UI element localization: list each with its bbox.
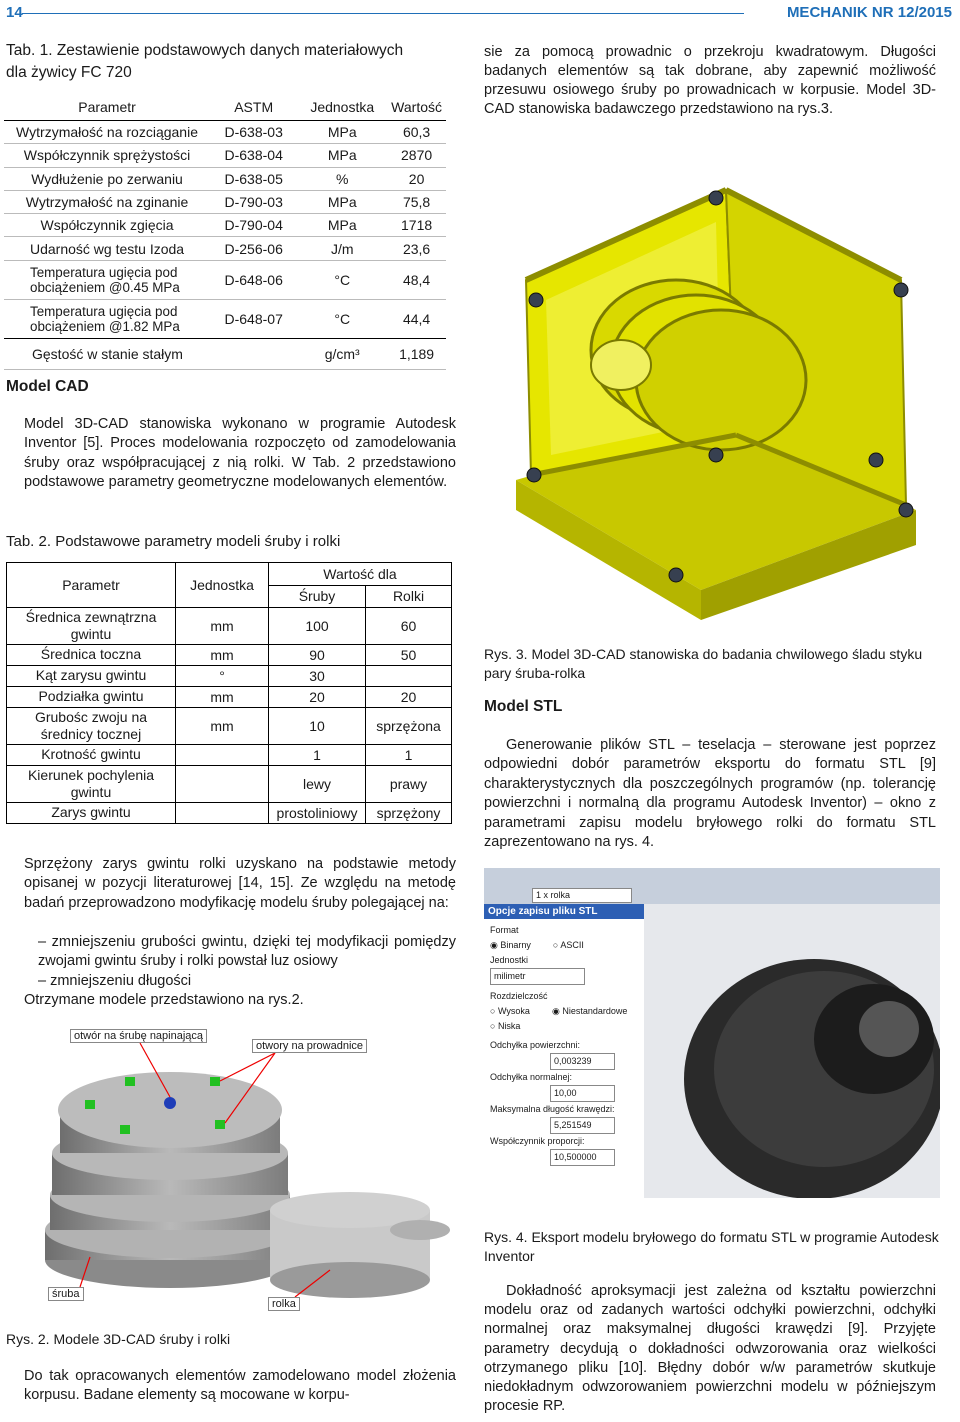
cell-roller: 60 <box>366 608 452 645</box>
cell-unit: °C <box>334 310 351 327</box>
table-row <box>4 260 446 299</box>
cell-astm: D-648-07 <box>224 310 283 327</box>
cell-param: Podziałka gwintu <box>7 687 176 708</box>
table-row <box>7 666 452 687</box>
cell-roller: prawy <box>366 766 452 803</box>
cell-roller: sprzężona <box>366 708 452 745</box>
cell-unit: MPa <box>327 194 357 211</box>
page-number: 14 <box>6 4 23 21</box>
aspect-label: Współczynnik proporcji: <box>490 1136 585 1146</box>
figure-test-stand <box>486 150 946 630</box>
col-screw: Śruby <box>269 585 366 608</box>
cell-param: Średnica zewnątrzna gwintu <box>7 608 176 645</box>
cell-value: 60,3 <box>402 124 431 141</box>
models-ref: Otrzymane modele przedstawiono na rys.2. <box>24 992 304 1009</box>
cell-param: Gęstość w stanie stałym <box>4 338 210 369</box>
figure-screw-roller <box>30 1025 460 1315</box>
cell-param <box>4 260 210 299</box>
toolbar-combo[interactable]: 1 x rolka <box>532 888 632 903</box>
cell-param: Współczynnik zgięcia <box>40 217 174 234</box>
stl-dialog <box>484 904 645 1198</box>
table-row <box>4 299 446 338</box>
table1-caption <box>6 40 456 84</box>
cell-screw: 10 <box>269 708 366 745</box>
table-row <box>4 167 446 190</box>
roller-model <box>270 1192 450 1298</box>
low-radio[interactable]: ○ Niska <box>490 1021 521 1031</box>
roller-mesh-view <box>644 904 940 1198</box>
cell-param: Grubośc zwoju na średnicy tocznej <box>7 708 176 745</box>
units-select[interactable]: milimetr <box>490 968 585 985</box>
format-label: Format <box>490 925 519 935</box>
table-row <box>7 708 452 745</box>
binary-radio[interactable]: ◉ Binarny <box>490 940 531 950</box>
table-row <box>4 237 446 260</box>
cell-unit: mm <box>176 708 269 745</box>
max-edge-label: Maksymalna długość krawędzi: <box>490 1104 615 1114</box>
cell-astm: D-648-06 <box>224 271 283 288</box>
label-roller: rolka <box>268 1297 300 1311</box>
cell-param: Wytrzymałość na zginanie <box>25 194 189 211</box>
cell-unit: g/cm³ <box>297 338 387 369</box>
cell-roller: 1 <box>366 745 452 766</box>
fig2-caption: Rys. 2. Modele 3D-CAD śruby i rolki <box>6 1331 231 1347</box>
guide-hole <box>125 1077 135 1086</box>
ascii-label: ASCII <box>560 940 584 950</box>
cell-value: 2870 <box>401 147 433 164</box>
cell-param: Krotność gwintu <box>7 745 176 766</box>
col-value: Wartość <box>387 94 446 121</box>
cell-unit <box>176 745 269 766</box>
table-header-row <box>7 563 452 586</box>
cell-value: 23,6 <box>402 240 431 257</box>
binary-label: Binarny <box>500 940 531 950</box>
cell-astm: D-638-05 <box>224 170 283 187</box>
label-nut-hole: otwór na śrubę napinającą <box>70 1029 207 1043</box>
cell-param-line: Temperatura ugięcia pod <box>30 264 178 280</box>
cell-param <box>4 299 210 338</box>
cell-screw: lewy <box>269 766 366 803</box>
test-stand-drawing <box>486 150 946 630</box>
units-label: Jednostki <box>490 955 529 965</box>
cell-param-line: Temperatura ugięcia pod <box>30 303 178 319</box>
cad-paragraph: Model 3D-CAD stanowiska wykonano w programie Autodesk Inventor [5]. Proces modelowania rozpoczęto od zamodelowania śruby oraz współpracującej z nią rolki. W Tab. 2 przedstawiono podstawowe parametry geometryczne modelowanych elementów. <box>24 416 456 491</box>
cell-screw: 90 <box>269 645 366 666</box>
approximation-paragraph: Dokładność aproksymacji jest zależna od kształtu powierzchni modelu oraz od zadanych wartości odchyłki powierzchni, odchyłki normalnej oraz maksymalnej długości krawędzi [9]. Przyjęte parametry decydują o dokładności odwzorowania oraz wielkości otrzymanego pliku [10]. Błędny dobór w/w parametrów skutkuje niedokładnym odwzorowaniem powierzchni modelu w późniejszym procesie RP. <box>484 1283 936 1415</box>
dialog-title: Opcje zapisu pliku STL <box>484 904 644 919</box>
cell-unit: mm <box>176 608 269 645</box>
col-param: Parametr <box>4 94 210 121</box>
screw-model <box>45 1072 295 1288</box>
table-row <box>4 338 446 369</box>
guide-hole <box>85 1100 95 1109</box>
guides-paragraph: sie za pomocą prowadnic o przekroju kwadratowym. Długości badanych elementów są tak dobrane, aby zapewnić możliwość przesuwu osiowego śruby po prowadnicach w korpusie. Model 3D-CAD stanowiska badawczego przedstawiono na rys.3. <box>484 44 936 117</box>
normal-dev-label: Odchyłka normalnej: <box>490 1072 573 1082</box>
cell-screw: 30 <box>269 666 366 687</box>
section-heading-cad: Model CAD <box>6 378 89 395</box>
cell-unit: °C <box>334 271 351 288</box>
cell-roller <box>366 666 452 687</box>
cell-param: Zarys gwintu <box>7 803 176 824</box>
cell-param: Średnica toczna <box>7 645 176 666</box>
cell-param: Wytrzymałość na rozciąganie <box>16 124 198 141</box>
format-options <box>490 938 638 953</box>
custom-label: Niestandardowe <box>562 1006 628 1016</box>
table-row <box>7 803 452 824</box>
table-row <box>4 121 446 144</box>
cell-unit: MPa <box>327 147 357 164</box>
cell-unit: % <box>336 170 349 187</box>
guide-hole <box>210 1077 220 1086</box>
stl-paragraph: Generowanie plików STL – teselacja – sterowane jest poprzez odpowiedni dobór parametrów eksportu do formatu STL [9] charakterystycznych dla poszczególnych programów (np. tolerancję powierzchni i normalną dla programu Autodesk Inventor) – okno z parametrami zapisu modelu bryłowego rolki do formatu STL zaprezentowano na rys. 4. <box>484 737 936 851</box>
fig4-caption: Rys. 4. Eksport modelu bryłowego do formatu STL w programie Autodesk Inventor <box>484 1229 939 1264</box>
table-row <box>4 190 446 213</box>
journal-title: MECHANIK NR 12/2015 <box>786 4 952 21</box>
cell-param: Kierunek pochylenia gwintu <box>7 766 176 803</box>
assembly-paragraph: Do tak opracowanych elementów zamodelowano model złożenia korpusu. Badane elementy są mocowane w korpu- <box>24 1368 456 1404</box>
low-label: Niska <box>497 1021 521 1031</box>
cell-unit: J/m <box>330 240 354 257</box>
col-astm: ASTM <box>210 94 297 121</box>
label-guide-holes: otwory na prowadnice <box>252 1039 367 1053</box>
cell-value: 44,4 <box>402 310 431 327</box>
cell-astm <box>210 338 297 369</box>
nut-hole <box>164 1097 176 1109</box>
table-row <box>7 766 452 803</box>
cell-unit: MPa <box>327 217 357 234</box>
col-param: Parametr <box>7 563 176 608</box>
cell-value: 48,4 <box>402 271 431 288</box>
bullet-item: – zmniejszeniu długości <box>38 972 192 989</box>
ascii-radio[interactable]: ○ ASCII <box>552 940 584 950</box>
label-screw: śruba <box>48 1287 84 1301</box>
normal-dev-input[interactable]: 10,00 <box>550 1085 615 1102</box>
cell-roller: 50 <box>366 645 452 666</box>
cell-astm: D-256-06 <box>224 240 283 257</box>
cell-astm: D-638-03 <box>224 124 283 141</box>
high-radio[interactable]: ○ Wysoka <box>490 1006 530 1016</box>
material-table <box>4 94 446 370</box>
table-row <box>7 745 452 766</box>
header-rule <box>22 13 744 14</box>
cell-roller: sprzężony <box>366 803 452 824</box>
cell-value: 20 <box>408 170 425 187</box>
cell-unit: mm <box>176 687 269 708</box>
fig3-caption: Rys. 3. Model 3D-CAD stanowiska do badania chwilowego śladu styku pary śruba-rolka <box>484 646 923 681</box>
cell-screw: 20 <box>269 687 366 708</box>
bullet-item: – zmniejszeniu grubości gwintu, dzięki tej modyfikacji pomiędzy zwojami gwintu śruby i rolki powstał luz osiowy <box>38 934 456 970</box>
surface-dev-label: Odchyłka powierzchni: <box>490 1040 581 1050</box>
guide-hole <box>120 1125 130 1134</box>
conjugate-text: Sprzężony zarys gwintu rolki uzyskano na podstawie metody opisanej w pozycji literaturowej [14, 15]. Ze względu na metodę badań przeprowadzono modyfikację modelu śruby polegającej na: <box>24 856 456 911</box>
cell-param: Współczynnik sprężystości <box>23 147 191 164</box>
resolution-label: Rozdzielczość <box>490 991 548 1001</box>
cell-param: Udarność wg testu Izoda <box>29 240 185 257</box>
cell-roller: 20 <box>366 687 452 708</box>
cell-screw: 100 <box>269 608 366 645</box>
custom-radio[interactable]: ◉ Niestandardowe <box>552 1006 628 1016</box>
cell-unit: mm <box>176 645 269 666</box>
guide-hole <box>215 1120 225 1129</box>
table1-caption-line2: dla żywicy FC 720 <box>6 64 132 81</box>
col-unit: Jednostka <box>297 94 387 121</box>
cell-param: Kąt zarysu gwintu <box>7 666 176 687</box>
cell-screw: 1 <box>269 745 366 766</box>
inventor-toolbar <box>484 868 940 904</box>
cell-unit <box>176 803 269 824</box>
cell-astm: D-790-03 <box>224 194 283 211</box>
table2-caption: Tab. 2. Podstawowe parametry modeli śruby i rolki <box>6 533 341 550</box>
surface-dev-input[interactable]: 0,003239 <box>550 1053 615 1070</box>
table-row <box>4 144 446 167</box>
cell-param-line: obciążeniem @1.82 MPa <box>30 318 180 334</box>
cell-value: 1,189 <box>387 338 446 369</box>
cell-param: Wydłużenie po zerwaniu <box>31 170 183 187</box>
max-edge-input[interactable]: 5,251549 <box>550 1117 615 1134</box>
cell-unit: MPa <box>327 124 357 141</box>
cell-screw: prostoliniowy <box>269 803 366 824</box>
aspect-input[interactable]: 10,500000 <box>550 1149 615 1166</box>
cell-unit: ° <box>176 666 269 687</box>
cell-astm: D-638-04 <box>224 147 283 164</box>
table-row <box>7 687 452 708</box>
bullet-list <box>24 933 456 1011</box>
figure-stl-export <box>484 868 940 1198</box>
high-label: Wysoka <box>497 1006 530 1016</box>
dialog-body <box>484 919 644 1170</box>
params-table <box>6 562 452 824</box>
section-heading-stl: Model STL <box>484 698 563 715</box>
table-header-row <box>4 94 446 121</box>
cell-value: 75,8 <box>402 194 431 211</box>
cell-value: 1718 <box>401 217 433 234</box>
table1-caption-line1: Tab. 1. Zestawienie podstawowych danych materiałowych <box>6 42 404 59</box>
col-value: Wartość dla <box>269 563 452 586</box>
table-row <box>4 214 446 237</box>
table-row <box>7 645 452 666</box>
col-roller: Rolki <box>366 585 452 608</box>
cell-unit <box>176 766 269 803</box>
table-row <box>7 608 452 645</box>
cad-models-drawing <box>30 1025 460 1315</box>
cell-param-line: obciążeniem @0.45 MPa <box>30 279 180 295</box>
cell-astm: D-790-04 <box>224 217 283 234</box>
col-unit: Jednostka <box>176 563 269 608</box>
conjugate-paragraph <box>24 855 456 913</box>
